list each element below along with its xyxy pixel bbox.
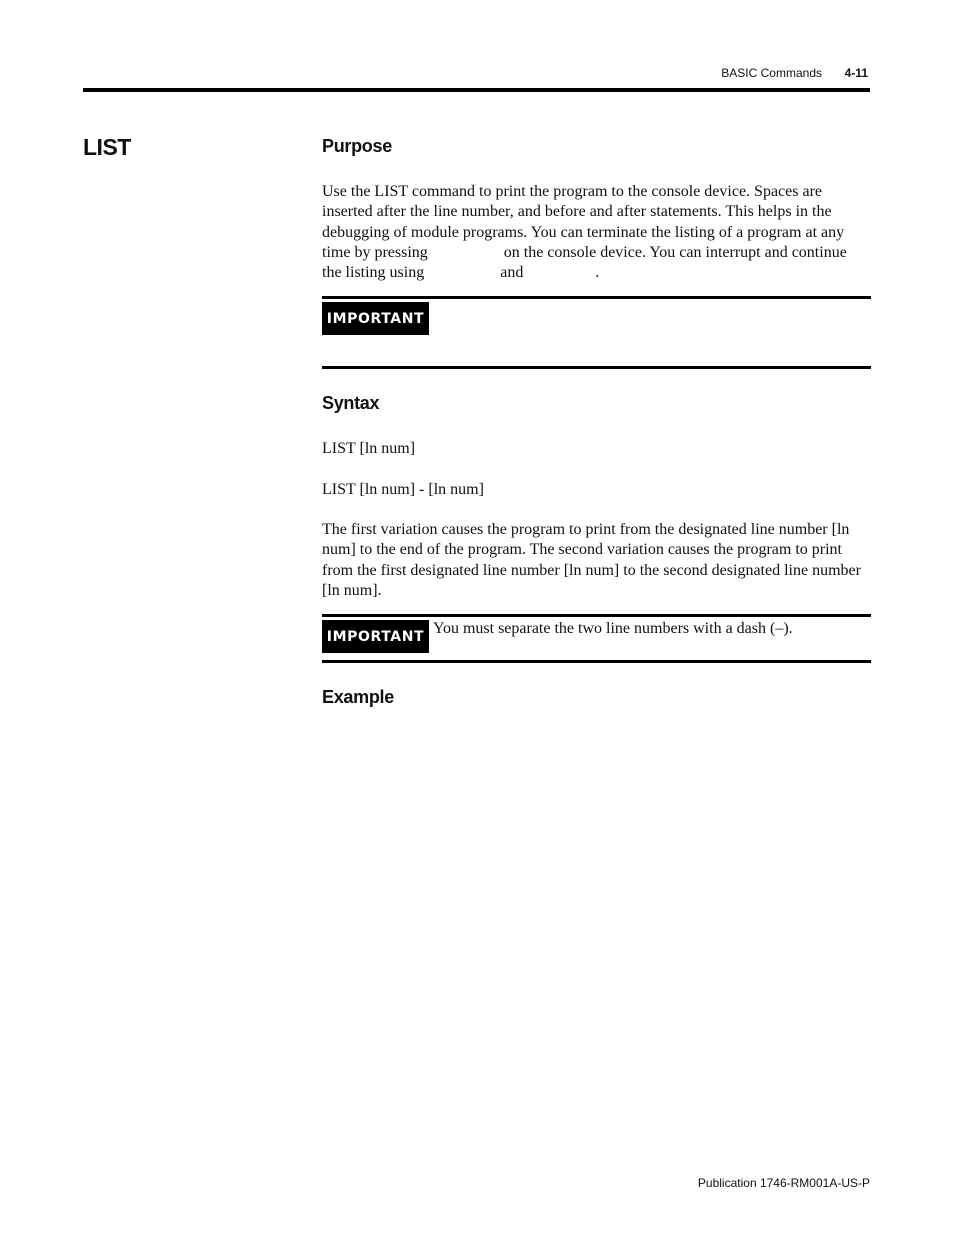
header-section-title: BASIC Commands xyxy=(721,66,822,80)
syntax-line-1: LIST [ln num] xyxy=(322,440,416,457)
purpose-heading: Purpose xyxy=(322,136,392,156)
important-box-top-rule xyxy=(322,296,871,299)
purpose-text-4: . xyxy=(595,264,600,282)
purpose-text-3: and xyxy=(500,264,524,282)
important-badge: IMPORTANT xyxy=(322,302,429,335)
syntax-heading: Syntax xyxy=(322,393,380,413)
syntax-description: The first variation causes the program to print from the designated line number [ln num] to the end of the program. The second variation causes the program to print from the first designated line number [ln num] to the second designated line number [ln num]. xyxy=(322,521,861,599)
running-header xyxy=(83,66,870,82)
command-title: LIST xyxy=(83,134,131,160)
syntax-line-2: LIST [ln num] - [ln num] xyxy=(322,481,484,498)
syntax-important-bottom-rule xyxy=(322,660,871,663)
example-heading: Example xyxy=(322,687,394,707)
header-page-number: 4-11 xyxy=(844,66,868,80)
purpose-text-2: on the console device. You can interrupt and continue the listing using xyxy=(322,243,847,282)
important-box-bottom-rule xyxy=(322,366,871,369)
syntax-important-top-rule xyxy=(322,614,871,617)
syntax-important-text: You must separate the two line numbers with a dash (–). xyxy=(433,620,793,637)
purpose-paragraph xyxy=(322,182,870,283)
purpose-text-1: Use the LIST command to print the program to the console device. Spaces are inserted after the line number, and before and after statements. This helps in the debugging of module programs. You can terminate the listing of a program at any time by pressing xyxy=(322,183,845,261)
footer-publication: Publication 1746-RM001A-US-P xyxy=(697,1176,870,1190)
header-rule xyxy=(83,88,870,92)
syntax-important-badge: IMPORTANT xyxy=(322,620,429,653)
